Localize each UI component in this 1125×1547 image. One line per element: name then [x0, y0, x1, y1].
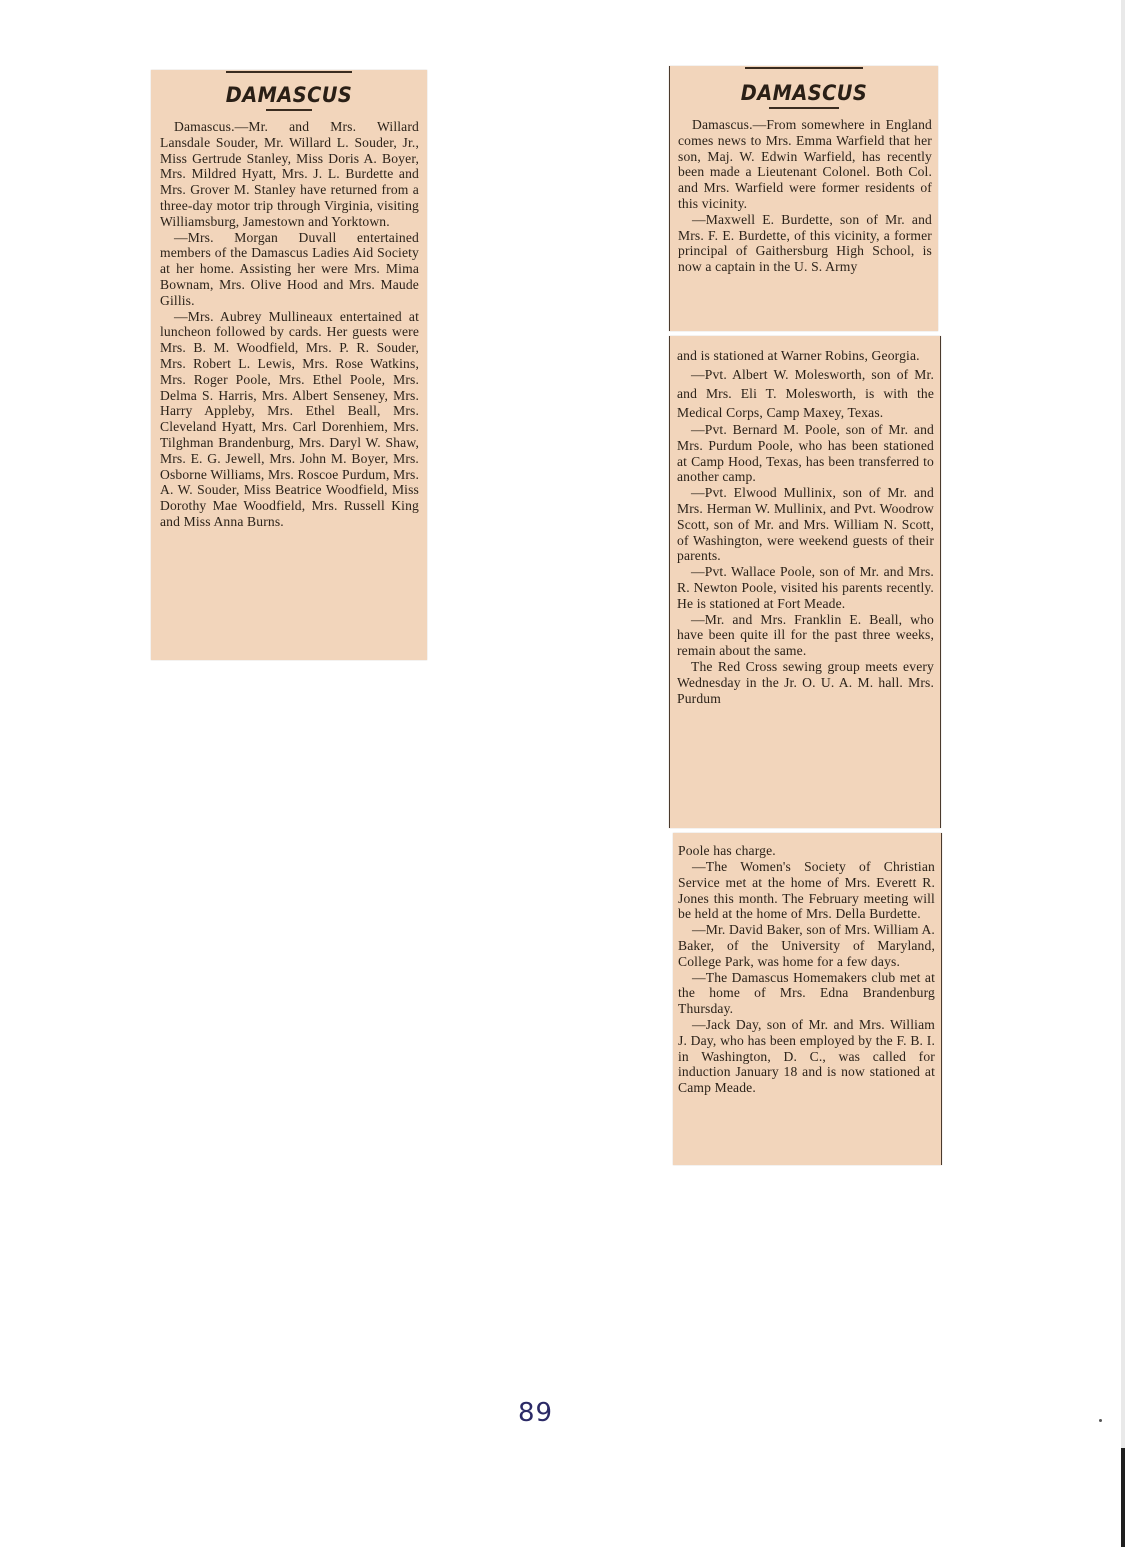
article-body — [670, 336, 940, 706]
article-paragraph: —Pvt. Elwood Mullinix, son of Mr. and Mrs. Herman W. Mullinix, and Pvt. Woodrow Scott, son of Mr. and Mrs. William N. Scott, of Washington, were weekend guests of their parents. — [677, 485, 934, 564]
article-paragraph: —Jack Day, son of Mr. and Mrs. William J. Day, who has been employed by the F. B. I. in Washington, D. C., was called for induction January 18 and is now stationed at Camp Meade. — [678, 1016, 935, 1096]
article-paragraph: and is stationed at Warner Robins, Georgia. — [677, 348, 920, 363]
right-clipping-top — [669, 66, 938, 331]
page-edge-mark — [1121, 1448, 1125, 1547]
article-paragraph: The Red Cross sewing group meets every Wednesday in the Jr. O. U. A. M. hall. Mrs. Purdum — [677, 658, 934, 706]
article-paragraph: —Pvt. Albert W. Molesworth, son of Mr. and Mrs. Eli T. Molesworth, is with the Medical Corps, Camp Maxey, Texas. — [677, 367, 934, 420]
headline: DAMASCUS — [740, 81, 868, 105]
article-paragraph: —The Damascus Homemakers club met at the home of Mrs. Edna Brandenburg Thursday. — [678, 969, 935, 1017]
article-paragraph: —Maxwell E. Burdette, son of Mr. and Mrs. F. E. Burdette, of this vicinity, a former principal of Gaithersburg High School, is now a captain in the U. S. Army — [678, 211, 932, 275]
right-clipping-middle — [669, 336, 941, 828]
article-paragraph: Damascus.—From somewhere in England comes news to Mrs. Emma Warfield that her son, Maj. W. Edwin Warfield, has recently been made a Lieutenant Colonel. Both Col. and Mrs. Warfield were former residents of this vicinity. — [678, 117, 932, 211]
article-body — [673, 833, 941, 1096]
article-paragraph: —Pvt. Wallace Poole, son of Mr. and Mrs. R. Newton Poole, visited his parents recently. He is stationed at Fort Meade. — [677, 564, 934, 611]
article-paragraph: —Mr. and Mrs. Franklin E. Beall, who have been quite ill for the past three weeks, remain about the same. — [677, 611, 934, 659]
top-rule — [226, 71, 352, 73]
article-paragraph: Poole has charge. — [678, 843, 776, 858]
headline: DAMASCUS — [225, 83, 353, 107]
article-paragraph: —Mrs. Aubrey Mullineaux entertained at luncheon followed by cards. Her guests were Mrs. B. M. Woodfield, Mrs. P. R. Souder, Mrs. Robert L. Lewis, Mrs. Rose Watkins, Mrs. Roger Poole, Mrs. Ethel Poole, Mrs. Delma S. Harris, Mrs. Albert Senseney, Mrs. Harry Appleby, Mrs. Ethel Beall, Mrs. Cleveland Hyatt, Mrs. Carl Dorenhiem, Mrs. Tilghman Brandenburg, Mrs. Daryl W. Shaw, Mrs. E. G. Jewell, Mrs. John M. Boyer, Mrs. Osborne Williams, Mrs. Roscoe Purdum, Mrs. A. W. Souder, Miss Beatrice Woodfield, Miss Dorothy Mae Woodfield, Mrs. Russell King and Miss Anna Burns. — [160, 308, 419, 529]
article-paragraph: —Mrs. Morgan Duvall entertained members of the Damascus Ladies Aid Society at her home. Assisting her were Mrs. Mima Bownam, Mrs. Olive Hood and Mrs. Maude Gillis. — [160, 229, 419, 308]
article-body — [670, 109, 938, 275]
left-clipping — [151, 70, 427, 660]
article-body — [151, 111, 427, 530]
page-right-edge — [1121, 0, 1125, 1547]
page-number: 89 — [518, 1398, 554, 1428]
article-paragraph: —Mr. David Baker, son of Mrs. William A. Baker, of the University of Maryland, College Park, was home for a few days. — [678, 922, 935, 969]
right-clipping-bottom — [673, 833, 942, 1165]
speck-mark — [1099, 1419, 1102, 1422]
article-paragraph: Damascus.—Mr. and Mrs. Willard Lansdale Souder, Mr. Willard L. Souder, Jr., Miss Gertrude Stanley, Miss Doris A. Boyer, Mrs. Mildred Hyatt, Mrs. J. L. Burdette and Mrs. Grover M. Stanley have returned from a three-day motor trip through Virginia, visiting Williamsburg, Jamestown and Yorktown. — [160, 119, 419, 229]
article-paragraph: —Pvt. Bernard M. Poole, son of Mr. and Mrs. Purdum Poole, who has been stationed at Camp Hood, Texas, has been transferred to another camp. — [677, 422, 934, 485]
article-paragraph: —The Women's Society of Christian Service met at the home of Mrs. Everett R. Jones this month. The February meeting will be held at the home of Mrs. Della Burdette. — [678, 859, 935, 922]
top-rule — [745, 67, 863, 69]
